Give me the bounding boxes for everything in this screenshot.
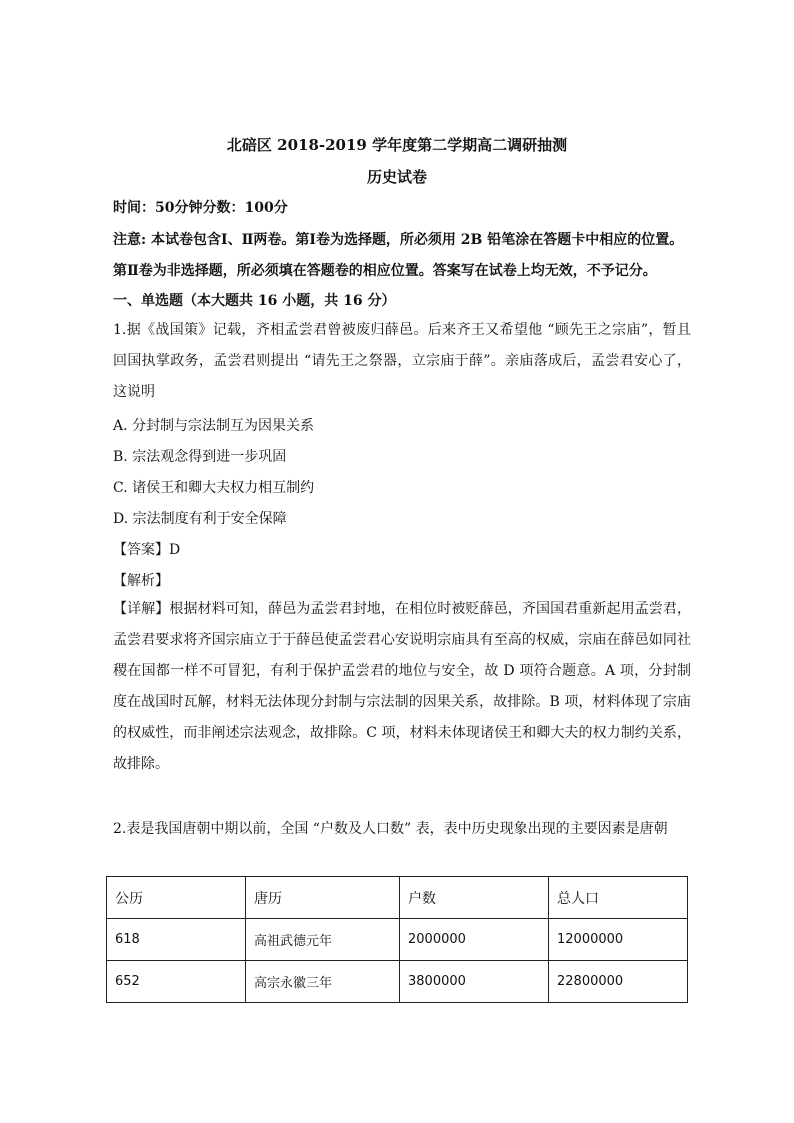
section-heading: 一、单选题（本大题共 16 小题，共 16 分） [113, 293, 396, 309]
table-cell: 高宗永徽三年 [246, 961, 400, 1003]
option-a: A. 分封制与宗法制互为因果关系 [113, 418, 315, 434]
table-cell: 652 [107, 961, 246, 1003]
table-cell: 618 [107, 919, 246, 961]
table-row [107, 961, 688, 1003]
analysis-label: 【解析】 [113, 573, 169, 589]
table-cell: 3800000 [400, 961, 549, 1003]
exam-subtitle: 历史试卷 [366, 168, 427, 186]
table-header-cell: 户数 [400, 877, 549, 919]
notice-line-1: 注意: 本试卷包含Ⅰ、Ⅱ两卷。第Ⅰ卷为选择题，所必须用 2B 铅笔涂在答题卡中相应的位置。 [113, 232, 684, 248]
table-header-cell: 唐历 [246, 877, 400, 919]
answer-line: 【答案】D [113, 542, 181, 558]
question-1-stem: 1.据《战国策》记载，齐相孟尝君曾被废归薛邑。后来齐王又希望他 “顾先王之宗庙”，暂且回国执掌政务，孟尝君则提出 “请先王之祭器，立宗庙于薛”。亲庙落成后，孟尝君安心了，这说明 [113, 322, 691, 400]
table-row [107, 919, 688, 961]
table-header-cell: 公历 [107, 877, 246, 919]
time-score-line: 时间：50分钟分数：100分 [113, 200, 288, 216]
table-cell: 22800000 [549, 961, 688, 1003]
table-cell: 高祖武德元年 [246, 919, 400, 961]
population-table [106, 876, 688, 1003]
question-2-stem: 2.表是我国唐朝中期以前，全国 “户数及人口数” 表，表中历史现象出现的主要因素是唐朝 [113, 821, 668, 837]
option-c: C. 诸侯王和卿大夫权力相互制约 [113, 480, 315, 496]
notice-line-2: 第Ⅱ卷为非选择题，所必须填在答题卷的相应位置。答案写在试卷上均无效，不予记分。 [113, 263, 657, 279]
table-header-cell: 总人口 [549, 877, 688, 919]
option-b: B. 宗法观念得到进一步巩固 [113, 449, 287, 465]
table-cell: 12000000 [549, 919, 688, 961]
option-d: D. 宗法制度有利于安全保障 [113, 511, 287, 527]
exam-title: 北碚区 2018-2019 学年度第二学期高二调研抽测 [226, 136, 568, 154]
table-cell: 2000000 [400, 919, 549, 961]
table-header-row [107, 877, 688, 919]
question-1-detail: 【详解】根据材料可知，薛邑为孟尝君封地，在相位时被贬薛邑，齐国国君重新起用孟尝君，孟尝君要求将齐国宗庙立于于薛邑使孟尝君心安说明宗庙具有至高的权威，宗庙在薛邑如同社稷在国都一样不可冒犯，有利于保护孟尝君的地位与安全，故 D 项符合题意。A 项，分封制度在战国时瓦解，材料无法体现分封制与宗法制的因果关系，故排除。B 项，材料体现了宗庙的权威性，而非阐述宗法观念，故排除。C 项，材料未体现诸侯王和卿大夫的权力制约关系，故排除。 [113, 601, 691, 772]
